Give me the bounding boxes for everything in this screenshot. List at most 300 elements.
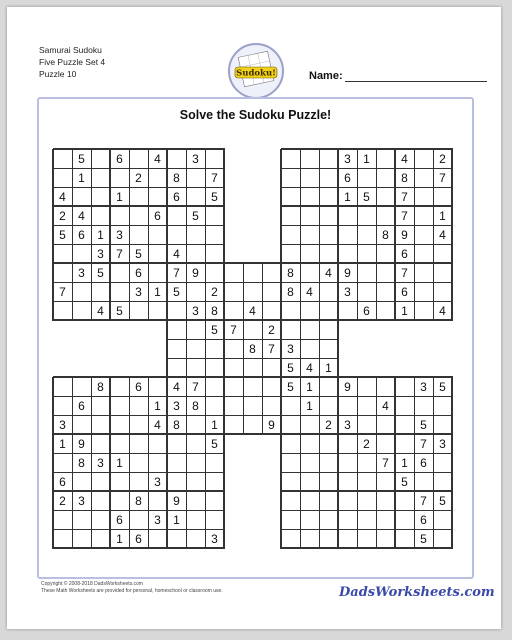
sudoku-cell[interactable] bbox=[281, 434, 300, 453]
sudoku-cell[interactable] bbox=[395, 529, 414, 548]
sudoku-cell[interactable] bbox=[186, 282, 205, 301]
grid-line bbox=[53, 547, 225, 549]
sudoku-cell[interactable] bbox=[72, 187, 91, 206]
sudoku-cell[interactable] bbox=[300, 339, 319, 358]
sudoku-cell: 1 bbox=[344, 189, 351, 204]
sudoku-cell: 6 bbox=[420, 455, 427, 470]
sudoku-cell: 6 bbox=[135, 379, 142, 394]
sudoku-cell[interactable] bbox=[376, 472, 395, 491]
grid-line bbox=[91, 149, 92, 321]
sudoku-cell[interactable] bbox=[186, 168, 205, 187]
sudoku-cell[interactable] bbox=[53, 149, 72, 168]
worksheet-title: Samurai Sudoku bbox=[39, 45, 102, 55]
sudoku-cell: 1 bbox=[173, 512, 180, 527]
sudoku-cell[interactable] bbox=[91, 491, 110, 510]
sudoku-cell: 5 bbox=[439, 493, 446, 508]
sudoku-cell[interactable] bbox=[319, 282, 338, 301]
sudoku-cell[interactable] bbox=[186, 529, 205, 548]
sudoku-cell: 5 bbox=[59, 227, 66, 242]
grid-line bbox=[148, 149, 149, 321]
sudoku-cell[interactable] bbox=[186, 225, 205, 244]
grid-line bbox=[129, 149, 130, 321]
sudoku-cell[interactable] bbox=[205, 491, 224, 510]
sudoku-cell[interactable] bbox=[300, 301, 319, 320]
sudoku-cell[interactable] bbox=[300, 415, 319, 434]
sudoku-cell[interactable] bbox=[53, 263, 72, 282]
sudoku-cell: 4 bbox=[173, 246, 180, 261]
sudoku-cell: 8 bbox=[382, 227, 389, 242]
sudoku-cell: 7 bbox=[211, 170, 218, 185]
sudoku-cell[interactable] bbox=[433, 244, 452, 263]
sudoku-cell[interactable] bbox=[53, 244, 72, 263]
grid-line bbox=[167, 262, 339, 264]
sudoku-cell[interactable] bbox=[53, 510, 72, 529]
sudoku-cell[interactable] bbox=[91, 434, 110, 453]
sudoku-cell: 8 bbox=[401, 170, 408, 185]
sudoku-cell[interactable] bbox=[129, 510, 148, 529]
sudoku-cell[interactable] bbox=[91, 396, 110, 415]
sudoku-cell[interactable] bbox=[205, 472, 224, 491]
sudoku-cell[interactable] bbox=[433, 282, 452, 301]
grid-line bbox=[53, 396, 225, 397]
sudoku-cell[interactable] bbox=[414, 206, 433, 225]
sudoku-cell[interactable] bbox=[319, 339, 338, 358]
sudoku-cell[interactable] bbox=[300, 529, 319, 548]
sudoku-cell[interactable] bbox=[338, 472, 357, 491]
grid-line bbox=[53, 433, 225, 435]
sudoku-cell[interactable] bbox=[262, 377, 281, 396]
grid-line bbox=[167, 358, 339, 359]
sudoku-cell[interactable] bbox=[129, 206, 148, 225]
sudoku-cell[interactable] bbox=[281, 396, 300, 415]
sudoku-cell: 3 bbox=[192, 151, 199, 166]
sudoku-cell[interactable] bbox=[300, 434, 319, 453]
sudoku-cell[interactable] bbox=[148, 453, 167, 472]
sudoku-cell[interactable] bbox=[148, 377, 167, 396]
sudoku-cell[interactable] bbox=[53, 529, 72, 548]
sudoku-cell[interactable] bbox=[414, 301, 433, 320]
sudoku-cell[interactable] bbox=[205, 377, 224, 396]
grid-line bbox=[281, 415, 453, 416]
sudoku-cell[interactable] bbox=[148, 225, 167, 244]
sudoku-cell: 2 bbox=[439, 151, 446, 166]
sudoku-cell[interactable] bbox=[357, 263, 376, 282]
sudoku-cell: 4 bbox=[325, 265, 332, 280]
sudoku-cell: 2 bbox=[268, 322, 275, 337]
sudoku-cell[interactable] bbox=[129, 149, 148, 168]
sudoku-cell[interactable] bbox=[53, 168, 72, 187]
sudoku-cell[interactable] bbox=[53, 396, 72, 415]
sudoku-cell[interactable] bbox=[319, 149, 338, 168]
sudoku-cell[interactable] bbox=[243, 358, 262, 377]
sudoku-cell[interactable] bbox=[186, 472, 205, 491]
sudoku-cell[interactable] bbox=[91, 529, 110, 548]
sudoku-cell[interactable] bbox=[91, 472, 110, 491]
sudoku-cell[interactable] bbox=[281, 187, 300, 206]
sudoku-cell: 7 bbox=[401, 189, 408, 204]
sudoku-cell[interactable] bbox=[205, 510, 224, 529]
sudoku-cell[interactable] bbox=[300, 320, 319, 339]
sudoku-cell[interactable] bbox=[262, 282, 281, 301]
sudoku-cell[interactable] bbox=[281, 415, 300, 434]
sudoku-cell[interactable] bbox=[300, 187, 319, 206]
sudoku-cell[interactable] bbox=[414, 396, 433, 415]
sudoku-cell[interactable] bbox=[376, 377, 395, 396]
sudoku-cell[interactable] bbox=[357, 491, 376, 510]
sudoku-cell: 6 bbox=[173, 189, 180, 204]
sudoku-cell[interactable] bbox=[167, 472, 186, 491]
sudoku-cell[interactable] bbox=[167, 301, 186, 320]
sudoku-cell[interactable] bbox=[148, 529, 167, 548]
sudoku-cell[interactable] bbox=[395, 491, 414, 510]
sudoku-cell[interactable] bbox=[186, 244, 205, 263]
sudoku-cell[interactable] bbox=[300, 149, 319, 168]
sudoku-cell[interactable] bbox=[243, 320, 262, 339]
sudoku-cell[interactable] bbox=[376, 168, 395, 187]
sudoku-cell: 9 bbox=[344, 379, 351, 394]
sudoku-cell[interactable] bbox=[357, 282, 376, 301]
sudoku-cell[interactable] bbox=[110, 263, 129, 282]
sudoku-cell[interactable] bbox=[110, 491, 129, 510]
sudoku-cell[interactable] bbox=[357, 415, 376, 434]
sudoku-cell[interactable] bbox=[338, 453, 357, 472]
sudoku-cell[interactable] bbox=[129, 415, 148, 434]
grid-line bbox=[281, 490, 453, 492]
sudoku-cell[interactable] bbox=[148, 168, 167, 187]
sudoku-cell[interactable] bbox=[338, 529, 357, 548]
sudoku-cell[interactable] bbox=[186, 434, 205, 453]
sudoku-cell[interactable] bbox=[110, 415, 129, 434]
grid-line bbox=[433, 377, 434, 549]
sudoku-cell[interactable] bbox=[53, 453, 72, 472]
sudoku-cell[interactable] bbox=[281, 244, 300, 263]
sudoku-cell[interactable] bbox=[205, 453, 224, 472]
sudoku-cell: 7 bbox=[382, 455, 389, 470]
sudoku-cell[interactable] bbox=[319, 320, 338, 339]
sudoku-cell[interactable] bbox=[319, 206, 338, 225]
sudoku-cell[interactable] bbox=[72, 301, 91, 320]
sudoku-cell[interactable] bbox=[53, 301, 72, 320]
sudoku-cell[interactable] bbox=[224, 358, 243, 377]
sudoku-cell[interactable] bbox=[91, 149, 110, 168]
sudoku-cell[interactable] bbox=[376, 244, 395, 263]
sudoku-cell[interactable] bbox=[91, 168, 110, 187]
sudoku-cell[interactable] bbox=[376, 510, 395, 529]
sudoku-cell[interactable] bbox=[319, 472, 338, 491]
sudoku-cell[interactable] bbox=[281, 320, 300, 339]
sudoku-cell[interactable] bbox=[433, 529, 452, 548]
sudoku-cell[interactable] bbox=[110, 396, 129, 415]
sudoku-cell: 1 bbox=[78, 170, 85, 185]
sudoku-cell[interactable] bbox=[319, 510, 338, 529]
sudoku-cell[interactable] bbox=[243, 377, 262, 396]
grid-line bbox=[167, 319, 339, 321]
sudoku-cell[interactable] bbox=[148, 434, 167, 453]
sudoku-cell[interactable] bbox=[224, 263, 243, 282]
sudoku-cell[interactable] bbox=[319, 168, 338, 187]
grid-line bbox=[205, 377, 206, 549]
sudoku-cell[interactable] bbox=[300, 206, 319, 225]
sudoku-cell[interactable] bbox=[357, 225, 376, 244]
sudoku-cell[interactable] bbox=[72, 529, 91, 548]
sudoku-cell[interactable] bbox=[414, 282, 433, 301]
sudoku-cell[interactable] bbox=[433, 396, 452, 415]
sudoku-cell[interactable] bbox=[91, 415, 110, 434]
sudoku-cell[interactable] bbox=[338, 301, 357, 320]
sudoku-cell[interactable] bbox=[357, 168, 376, 187]
sudoku-cell[interactable] bbox=[262, 396, 281, 415]
sudoku-cell[interactable] bbox=[281, 149, 300, 168]
sudoku-cell[interactable] bbox=[72, 415, 91, 434]
sudoku-cell[interactable] bbox=[186, 187, 205, 206]
sudoku-cell[interactable] bbox=[414, 168, 433, 187]
sudoku-cell[interactable] bbox=[281, 453, 300, 472]
sudoku-cell[interactable] bbox=[148, 187, 167, 206]
sudoku-cell[interactable] bbox=[338, 206, 357, 225]
sudoku-cell[interactable] bbox=[281, 510, 300, 529]
sudoku-cell[interactable] bbox=[376, 434, 395, 453]
sudoku-cell[interactable] bbox=[433, 187, 452, 206]
sudoku-cell[interactable] bbox=[300, 472, 319, 491]
grid-line bbox=[52, 149, 54, 321]
sudoku-cell[interactable] bbox=[319, 225, 338, 244]
sudoku-cell[interactable] bbox=[357, 206, 376, 225]
name-field[interactable] bbox=[345, 81, 487, 82]
sudoku-cell[interactable] bbox=[395, 434, 414, 453]
sudoku-cell[interactable] bbox=[281, 168, 300, 187]
sudoku-cell[interactable] bbox=[338, 434, 357, 453]
sudoku-cell[interactable] bbox=[395, 377, 414, 396]
sudoku-cell[interactable] bbox=[167, 320, 186, 339]
sudoku-cell: 5 bbox=[439, 379, 446, 394]
sudoku-cell[interactable] bbox=[262, 263, 281, 282]
sudoku-cell[interactable] bbox=[110, 472, 129, 491]
sudoku-cell[interactable] bbox=[357, 377, 376, 396]
sudoku-cell[interactable] bbox=[129, 453, 148, 472]
sudoku-cell[interactable] bbox=[357, 510, 376, 529]
sudoku-cell[interactable] bbox=[205, 263, 224, 282]
sudoku-cell[interactable] bbox=[300, 263, 319, 282]
sudoku-cell[interactable] bbox=[167, 339, 186, 358]
sudoku-cell: 4 bbox=[382, 398, 389, 413]
sudoku-cell[interactable] bbox=[414, 244, 433, 263]
sudoku-cell[interactable] bbox=[319, 396, 338, 415]
sudoku-cell[interactable] bbox=[357, 244, 376, 263]
grid-line bbox=[223, 377, 225, 549]
sudoku-cell[interactable] bbox=[205, 358, 224, 377]
sudoku-cell[interactable] bbox=[110, 168, 129, 187]
sudoku-cell[interactable] bbox=[129, 301, 148, 320]
sudoku-cell[interactable] bbox=[129, 225, 148, 244]
sudoku-cell[interactable] bbox=[186, 358, 205, 377]
sudoku-cell[interactable] bbox=[357, 453, 376, 472]
sudoku-cell: 5 bbox=[401, 474, 408, 489]
sudoku-cell[interactable] bbox=[72, 510, 91, 529]
sudoku-cell[interactable] bbox=[376, 529, 395, 548]
sudoku-cell: 5 bbox=[173, 284, 180, 299]
sudoku-cell[interactable] bbox=[395, 510, 414, 529]
sudoku-cell[interactable] bbox=[224, 396, 243, 415]
sudoku-cell[interactable] bbox=[319, 491, 338, 510]
sudoku-cell[interactable] bbox=[224, 377, 243, 396]
sudoku-cell[interactable] bbox=[414, 225, 433, 244]
sudoku-cell[interactable] bbox=[72, 244, 91, 263]
sudoku-cell[interactable] bbox=[376, 282, 395, 301]
sudoku-cell[interactable] bbox=[319, 377, 338, 396]
sudoku-cell[interactable] bbox=[91, 206, 110, 225]
sudoku-cell[interactable] bbox=[224, 339, 243, 358]
sudoku-cell[interactable] bbox=[433, 453, 452, 472]
sudoku-cell[interactable] bbox=[205, 206, 224, 225]
sudoku-cell[interactable] bbox=[224, 415, 243, 434]
sudoku-cell[interactable] bbox=[186, 339, 205, 358]
sudoku-cell[interactable] bbox=[357, 396, 376, 415]
sudoku-cell[interactable] bbox=[91, 187, 110, 206]
sudoku-cell: 6 bbox=[420, 512, 427, 527]
sudoku-cell[interactable] bbox=[72, 472, 91, 491]
sudoku-cell[interactable] bbox=[300, 491, 319, 510]
sudoku-cell[interactable] bbox=[281, 301, 300, 320]
sudoku-cell[interactable] bbox=[224, 301, 243, 320]
sudoku-cell[interactable] bbox=[262, 358, 281, 377]
sudoku-cell[interactable] bbox=[433, 263, 452, 282]
sudoku-cell[interactable] bbox=[110, 282, 129, 301]
sudoku-cell[interactable] bbox=[319, 453, 338, 472]
grid-line bbox=[53, 148, 225, 150]
sudoku-cell: 4 bbox=[306, 284, 313, 299]
sudoku-cell[interactable] bbox=[300, 510, 319, 529]
sudoku-cell[interactable] bbox=[224, 282, 243, 301]
sudoku-cell[interactable] bbox=[205, 149, 224, 168]
sudoku-cell: 3 bbox=[97, 455, 104, 470]
sudoku-cell[interactable] bbox=[205, 339, 224, 358]
sudoku-cell[interactable] bbox=[110, 206, 129, 225]
sudoku-cell[interactable] bbox=[129, 434, 148, 453]
sudoku-cell[interactable] bbox=[376, 301, 395, 320]
sudoku-cell[interactable] bbox=[414, 472, 433, 491]
sudoku-cell[interactable] bbox=[357, 472, 376, 491]
sudoku-cell[interactable] bbox=[129, 472, 148, 491]
sudoku-cell[interactable] bbox=[281, 491, 300, 510]
sudoku-cell[interactable] bbox=[376, 149, 395, 168]
sudoku-cell[interactable] bbox=[148, 301, 167, 320]
sudoku-cell[interactable] bbox=[129, 187, 148, 206]
sudoku-cell: 3 bbox=[344, 284, 351, 299]
sudoku-cell[interactable] bbox=[319, 434, 338, 453]
sudoku-cell[interactable] bbox=[414, 263, 433, 282]
sudoku-cell[interactable] bbox=[376, 263, 395, 282]
sudoku-cell[interactable] bbox=[319, 187, 338, 206]
sudoku-cell[interactable] bbox=[338, 510, 357, 529]
sudoku-cell[interactable] bbox=[376, 491, 395, 510]
sudoku-cell[interactable] bbox=[129, 396, 148, 415]
sudoku-cell[interactable] bbox=[281, 206, 300, 225]
sudoku-cell[interactable] bbox=[338, 396, 357, 415]
sudoku-cell[interactable] bbox=[205, 225, 224, 244]
sudoku-cell[interactable] bbox=[395, 415, 414, 434]
sudoku-cell[interactable] bbox=[167, 206, 186, 225]
sudoku-cell: 2 bbox=[59, 208, 66, 223]
sudoku-cell[interactable] bbox=[300, 168, 319, 187]
sudoku-cell[interactable] bbox=[300, 244, 319, 263]
sudoku-cell[interactable] bbox=[186, 320, 205, 339]
sudoku-cell[interactable] bbox=[414, 187, 433, 206]
sudoku-cell[interactable] bbox=[72, 282, 91, 301]
sudoku-cell[interactable] bbox=[186, 510, 205, 529]
sudoku-cell[interactable] bbox=[167, 529, 186, 548]
sudoku-cell[interactable] bbox=[281, 529, 300, 548]
sudoku-cell: 4 bbox=[59, 189, 66, 204]
sudoku-cell: 1 bbox=[306, 379, 313, 394]
sudoku-cell[interactable] bbox=[91, 282, 110, 301]
sudoku-cell[interactable] bbox=[167, 149, 186, 168]
sudoku-cell[interactable] bbox=[319, 529, 338, 548]
sudoku-cell[interactable] bbox=[338, 491, 357, 510]
sudoku-cell[interactable] bbox=[300, 225, 319, 244]
sudoku-cell[interactable] bbox=[300, 453, 319, 472]
sudoku-cell[interactable] bbox=[167, 453, 186, 472]
sudoku-cell: 4 bbox=[97, 303, 104, 318]
sudoku-cell[interactable] bbox=[148, 263, 167, 282]
sudoku-cell[interactable] bbox=[243, 415, 262, 434]
sudoku-cell[interactable] bbox=[110, 434, 129, 453]
sudoku-cell: 4 bbox=[154, 417, 161, 432]
grid-line bbox=[166, 377, 168, 549]
sudoku-cell[interactable] bbox=[319, 301, 338, 320]
sudoku-cell[interactable] bbox=[243, 282, 262, 301]
sudoku-cell[interactable] bbox=[167, 358, 186, 377]
sudoku-cell[interactable] bbox=[319, 244, 338, 263]
sudoku-cell[interactable] bbox=[110, 377, 129, 396]
sudoku-cell[interactable] bbox=[148, 491, 167, 510]
sudoku-cell[interactable] bbox=[72, 377, 91, 396]
sudoku-cell[interactable] bbox=[148, 244, 167, 263]
sudoku-cell[interactable] bbox=[414, 149, 433, 168]
sudoku-cell[interactable] bbox=[357, 529, 376, 548]
sudoku-cell[interactable] bbox=[186, 491, 205, 510]
sudoku-cell[interactable] bbox=[433, 510, 452, 529]
sudoku-cell[interactable] bbox=[205, 396, 224, 415]
sudoku-cell[interactable] bbox=[376, 187, 395, 206]
sudoku-cell[interactable] bbox=[167, 434, 186, 453]
sudoku-cell: 1 bbox=[116, 189, 123, 204]
sudoku-cell[interactable] bbox=[281, 472, 300, 491]
sudoku-cell[interactable] bbox=[376, 415, 395, 434]
sudoku-cell[interactable] bbox=[243, 396, 262, 415]
sudoku-cell[interactable] bbox=[338, 225, 357, 244]
sudoku-cell: 6 bbox=[135, 265, 142, 280]
sudoku-cell: 3 bbox=[173, 398, 180, 413]
sudoku-cell[interactable] bbox=[91, 510, 110, 529]
sudoku-cell[interactable] bbox=[433, 472, 452, 491]
sudoku-cell: 2 bbox=[59, 493, 66, 508]
sudoku-cell[interactable] bbox=[53, 377, 72, 396]
sudoku-cell: 3 bbox=[135, 284, 142, 299]
name-label: Name: bbox=[309, 70, 343, 82]
sudoku-cell[interactable] bbox=[338, 244, 357, 263]
sudoku-cell[interactable] bbox=[167, 225, 186, 244]
sudoku-cell[interactable] bbox=[395, 396, 414, 415]
sudoku-cell[interactable] bbox=[243, 263, 262, 282]
sudoku-cell: 1 bbox=[325, 360, 332, 375]
sudoku-cell[interactable] bbox=[433, 415, 452, 434]
sudoku-cell[interactable] bbox=[186, 453, 205, 472]
sudoku-cell[interactable] bbox=[281, 225, 300, 244]
sudoku-cell[interactable] bbox=[262, 301, 281, 320]
sudoku-cell[interactable] bbox=[376, 206, 395, 225]
sudoku-cell[interactable] bbox=[186, 415, 205, 434]
sudoku-cell[interactable] bbox=[205, 244, 224, 263]
